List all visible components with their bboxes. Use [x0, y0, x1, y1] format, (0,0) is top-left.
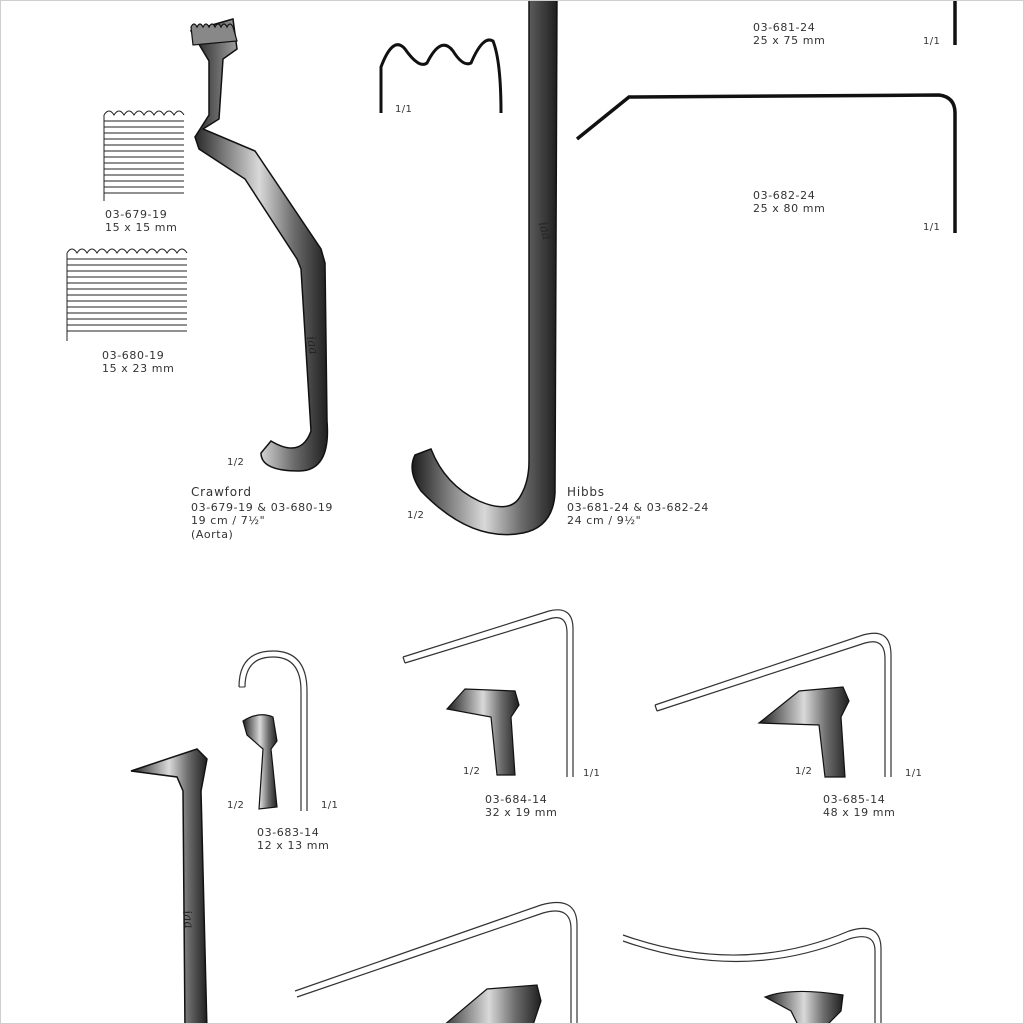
item-684-size: 32 x 19 mm [485, 806, 558, 819]
instrument-illustrations [1, 1, 1023, 1023]
item-684-scale-small: 1/2 [463, 766, 481, 777]
blade-681-size: 25 x 75 mm [753, 34, 826, 47]
item-685-size: 48 x 19 mm [823, 806, 896, 819]
crawford-codes: 03-679-19 & 03-680-19 [191, 501, 334, 514]
item-684-small-drawing [447, 689, 519, 775]
item-685-outline-drawing [655, 633, 891, 777]
bottom-center-instrument-drawing [295, 903, 577, 1024]
blade-681-scale: 1/1 [923, 36, 941, 47]
item-683-small-drawing [243, 715, 277, 809]
blade-682-size: 25 x 80 mm [753, 202, 826, 215]
blade-682-scale: 1/1 [923, 222, 941, 233]
bottom-right-instrument-drawing [623, 928, 881, 1023]
item-685-code: 03-685-14 [823, 793, 886, 806]
tip-679-code: 03-679-19 [105, 208, 168, 221]
item-684-scale-full: 1/1 [583, 768, 601, 779]
blade-682-code: 03-682-24 [753, 189, 816, 202]
tip-679-drawing [104, 111, 184, 201]
tip-680-size: 15 x 23 mm [102, 362, 175, 375]
tip-679-size: 15 x 15 mm [105, 221, 178, 234]
large-retractor-drawing [131, 749, 207, 1023]
tip-680-drawing [67, 249, 187, 341]
crawford-length: 19 cm / 7½" [191, 514, 266, 527]
large-retractor-brand-mark: iaa [180, 909, 197, 930]
tip-680-code: 03-680-19 [102, 349, 165, 362]
blade-681-code: 03-681-24 [753, 21, 816, 34]
item-685-scale-full: 1/1 [905, 768, 923, 779]
crawford-retractor-drawing [191, 19, 327, 471]
item-683-size: 12 x 13 mm [257, 839, 330, 852]
hibbs-name: Hibbs [567, 485, 605, 499]
item-685-scale-small: 1/2 [795, 766, 813, 777]
item-683-scale-small: 1/2 [227, 800, 245, 811]
crawford-brand-mark: iaa [304, 335, 321, 356]
hibbs-brand-mark: iaa [536, 220, 555, 242]
hibbs-retractor-drawing [412, 1, 557, 535]
item-683-scale-full: 1/1 [321, 800, 339, 811]
crawford-name: Crawford [191, 485, 252, 499]
item-685-small-drawing [759, 687, 849, 777]
hibbs-codes: 03-681-24 & 03-682-24 [567, 501, 710, 514]
crawford-note: (Aorta) [191, 528, 234, 541]
crown-tip-scale: 1/1 [395, 104, 413, 115]
crawford-scale: 1/2 [227, 457, 245, 468]
item-683-code: 03-683-14 [257, 826, 320, 839]
hibbs-scale: 1/2 [407, 510, 425, 521]
hibbs-length: 24 cm / 9½" [567, 514, 642, 527]
item-684-code: 03-684-14 [485, 793, 548, 806]
